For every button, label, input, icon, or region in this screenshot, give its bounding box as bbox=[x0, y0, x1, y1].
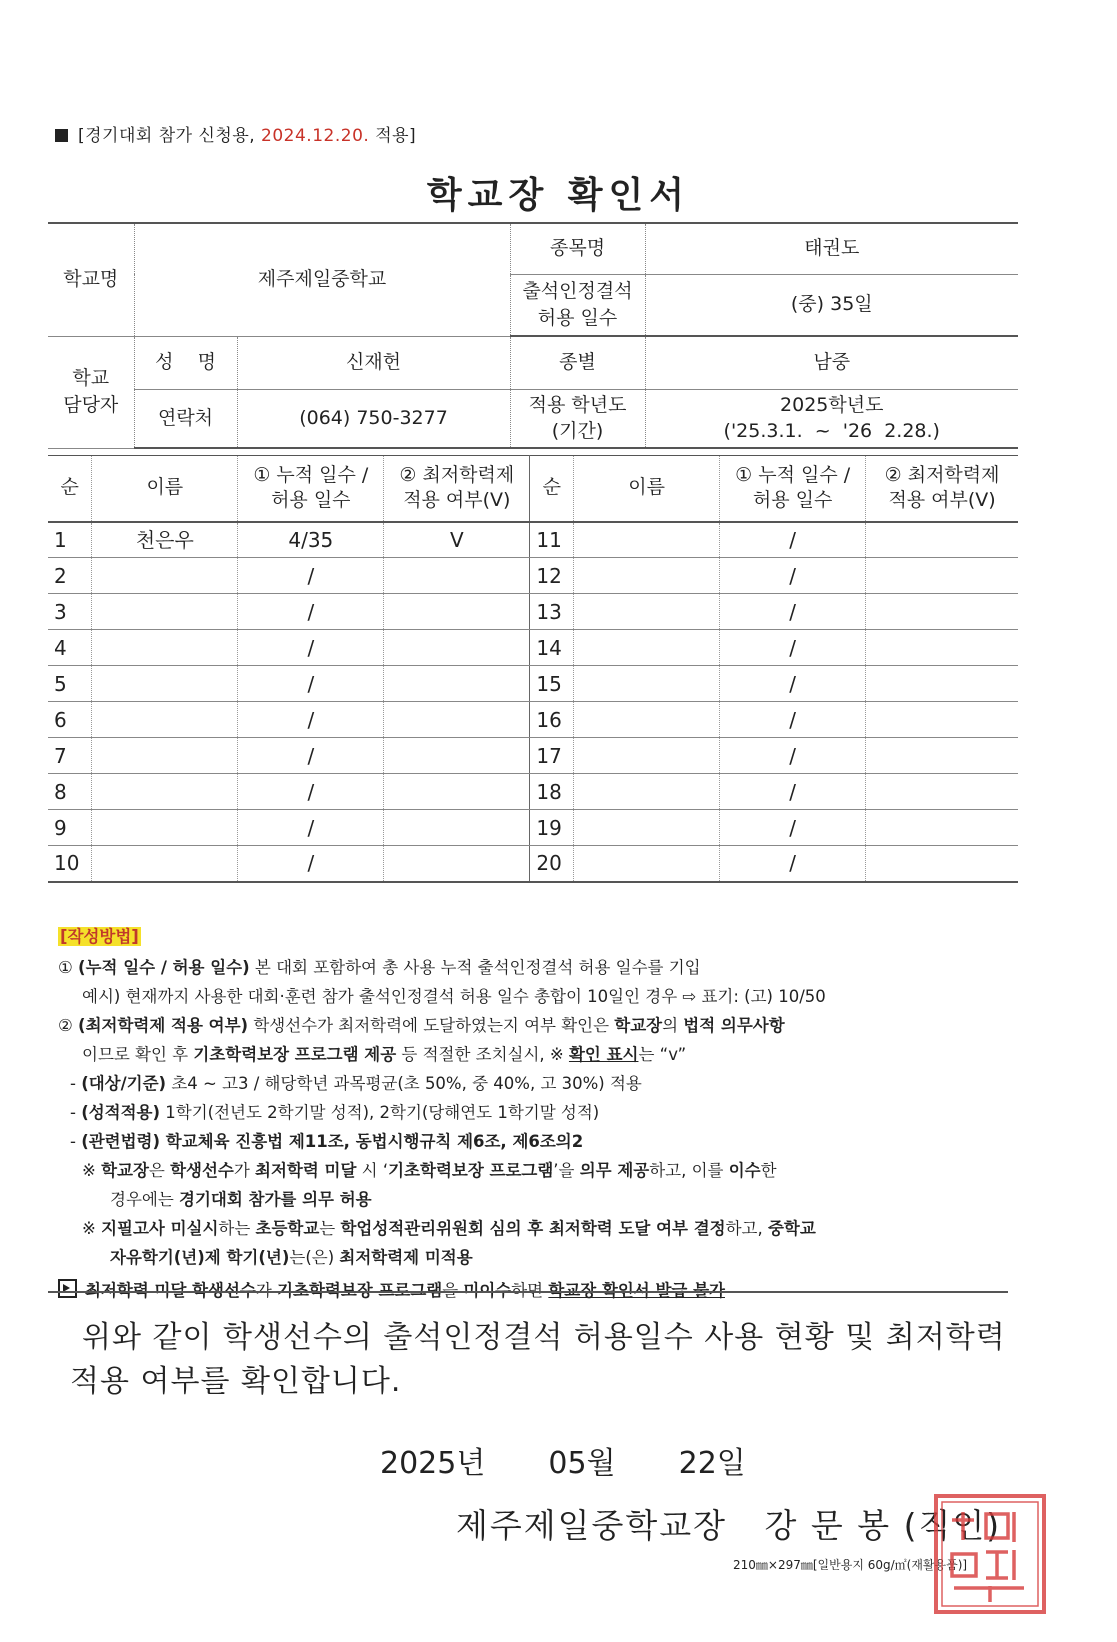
student-name: 천은우 bbox=[92, 522, 238, 558]
staff-name-label: 성 명 bbox=[134, 336, 237, 389]
min-academic-check bbox=[866, 846, 1018, 882]
student-name bbox=[92, 810, 238, 846]
info-table bbox=[48, 222, 1018, 449]
contact-label: 연락처 bbox=[134, 389, 237, 448]
absence-days: / bbox=[720, 594, 866, 630]
table-row bbox=[48, 666, 1018, 702]
sport-label: 종목명 bbox=[510, 223, 645, 274]
header-days: ① 누적 일수 / 허용 일수 bbox=[720, 456, 866, 522]
principal-signature: 제주제일중학교장 강 문 봉 (직인) bbox=[456, 1506, 1002, 1545]
student-name bbox=[92, 846, 238, 882]
issue-date: 2025년 05월 22일 bbox=[380, 1446, 746, 1481]
min-academic-check bbox=[866, 630, 1018, 666]
row-number: 2 bbox=[48, 558, 92, 594]
header-days: ① 누적 일수 / 허용 일수 bbox=[238, 456, 384, 522]
min-academic-check bbox=[866, 522, 1018, 558]
row-number: 20 bbox=[530, 846, 574, 882]
allowed-days-label: 출석인정결석 허용 일수 bbox=[510, 274, 645, 336]
min-academic-check bbox=[866, 810, 1018, 846]
absence-days: / bbox=[238, 846, 384, 882]
header-note: [경기대회 참가 신청용, 2024.12.20. 적용] bbox=[55, 121, 416, 146]
paper-spec: 210㎜×297㎜[일반용지 60g/㎡(재활용품)] bbox=[733, 1558, 968, 1572]
absence-days: / bbox=[720, 630, 866, 666]
row-number: 11 bbox=[530, 522, 574, 558]
sport-value: 태권도 bbox=[645, 223, 1018, 274]
guide-note-2-cont: 자유학기(년)제 학기(년)는(은) 최저학력제 미적용 bbox=[110, 1248, 473, 1267]
absence-days: / bbox=[720, 738, 866, 774]
absence-days: / bbox=[238, 738, 384, 774]
row-number: 5 bbox=[48, 666, 92, 702]
table-row bbox=[48, 702, 1018, 738]
student-name bbox=[574, 630, 720, 666]
row-number: 16 bbox=[530, 702, 574, 738]
min-academic-check bbox=[384, 594, 530, 630]
student-name bbox=[574, 702, 720, 738]
guide-note-1-cont: 경우에는 경기대회 참가를 의무 허용 bbox=[110, 1190, 372, 1209]
min-academic-check bbox=[866, 738, 1018, 774]
table-row bbox=[48, 738, 1018, 774]
table-row bbox=[48, 630, 1018, 666]
absence-days: / bbox=[238, 594, 384, 630]
student-name bbox=[92, 594, 238, 630]
student-name bbox=[574, 774, 720, 810]
absence-days: / bbox=[720, 558, 866, 594]
table-row bbox=[48, 522, 1018, 558]
row-number: 14 bbox=[530, 630, 574, 666]
row-number: 6 bbox=[48, 702, 92, 738]
student-name bbox=[92, 702, 238, 738]
guide-note-2: ※ 지필고사 미실시하는 초등학교는 학업성적관리위원회 심의 후 최저학력 도달 여부 결정하고, 중학교 bbox=[82, 1219, 816, 1238]
absence-days: / bbox=[238, 810, 384, 846]
row-number: 3 bbox=[48, 594, 92, 630]
absence-days: / bbox=[720, 810, 866, 846]
table-row bbox=[48, 810, 1018, 846]
absence-days: / bbox=[720, 846, 866, 882]
absence-days: / bbox=[238, 702, 384, 738]
absence-days: / bbox=[238, 558, 384, 594]
min-academic-check bbox=[384, 810, 530, 846]
header-no: 순 bbox=[530, 456, 574, 522]
student-name bbox=[574, 558, 720, 594]
official-seal-icon bbox=[930, 1490, 1050, 1618]
min-academic-check bbox=[384, 846, 530, 882]
guide-note-1: ※ 학교장은 학생선수가 최저학력 미달 시 ‘기초학력보장 프로그램’을 의무 제공하고, 이를 이수한 bbox=[82, 1161, 777, 1180]
guide-item-1: ① (누적 일수 / 허용 일수) 본 대회 포함하여 총 사용 누적 출석인정결석 허용 일수를 기입 bbox=[58, 958, 701, 977]
min-academic-check bbox=[384, 702, 530, 738]
row-number: 13 bbox=[530, 594, 574, 630]
student-name bbox=[574, 666, 720, 702]
gender-value: 남중 bbox=[645, 336, 1018, 389]
absence-days: / bbox=[720, 774, 866, 810]
min-academic-check bbox=[384, 630, 530, 666]
student-name bbox=[574, 846, 720, 882]
student-name bbox=[574, 738, 720, 774]
min-academic-check bbox=[866, 594, 1018, 630]
table-row bbox=[48, 846, 1018, 882]
row-number: 7 bbox=[48, 738, 92, 774]
min-academic-check: V bbox=[384, 522, 530, 558]
student-name bbox=[92, 558, 238, 594]
guide-item-2-cont: 이므로 확인 후 기초학력보장 프로그램 제공 등 적절한 조치실시, ※ 확인 표시는 “v” bbox=[82, 1045, 687, 1064]
staff-label: 학교 담당자 bbox=[48, 336, 134, 448]
confirmation-statement: 위와 같이 학생선수의 출석인정결석 허용일수 사용 현황 및 최저학력 적용 여부를 확인합니다. bbox=[70, 1320, 1006, 1399]
row-number: 17 bbox=[530, 738, 574, 774]
absence-days: / bbox=[238, 774, 384, 810]
row-number: 4 bbox=[48, 630, 92, 666]
staff-name-value: 신재헌 bbox=[237, 336, 510, 389]
guide-target: - (대상/기준) 초4 ~ 고3 / 해당학년 과목평균(초 50%, 중 40%, 고 30%) 적용 bbox=[70, 1074, 642, 1093]
row-number: 8 bbox=[48, 774, 92, 810]
divider bbox=[48, 1291, 1008, 1293]
student-name bbox=[92, 666, 238, 702]
min-academic-check bbox=[866, 774, 1018, 810]
min-academic-check bbox=[866, 558, 1018, 594]
academic-year-label: 적용 학년도 (기간) bbox=[510, 389, 645, 448]
allowed-days-value: (중) 35일 bbox=[645, 274, 1018, 336]
table-row bbox=[48, 774, 1018, 810]
absence-days: 4/35 bbox=[238, 522, 384, 558]
header-name: 이름 bbox=[574, 456, 720, 522]
row-number: 18 bbox=[530, 774, 574, 810]
guide-item-2: ② (최저학력제 적용 여부) 학생선수가 최저학력에 도달하였는지 여부 확인은 학교장의 법적 의무사항 bbox=[58, 1016, 785, 1035]
header-name: 이름 bbox=[92, 456, 238, 522]
school-name-label: 학교명 bbox=[48, 223, 134, 336]
student-name bbox=[92, 774, 238, 810]
header-min-academic: ② 최저학력제 적용 여부(V) bbox=[384, 456, 530, 522]
absence-days: / bbox=[720, 666, 866, 702]
square-bullet-icon bbox=[55, 129, 68, 142]
row-number: 1 bbox=[48, 522, 92, 558]
guide-heading: [작성방법] bbox=[60, 927, 139, 946]
min-academic-check bbox=[384, 666, 530, 702]
header-min-academic: ② 최저학력제 적용 여부(V) bbox=[866, 456, 1018, 522]
student-name bbox=[92, 630, 238, 666]
row-number: 9 bbox=[48, 810, 92, 846]
row-number: 15 bbox=[530, 666, 574, 702]
arrow-box-icon bbox=[58, 1279, 77, 1298]
header-date: 2024.12.20. bbox=[261, 126, 370, 146]
school-name-value: 제주제일중학교 bbox=[134, 223, 510, 336]
min-academic-check bbox=[866, 702, 1018, 738]
absence-days: / bbox=[720, 522, 866, 558]
document-title: 학교장 확인서 bbox=[426, 175, 691, 216]
min-academic-check bbox=[866, 666, 1018, 702]
absence-days: / bbox=[238, 630, 384, 666]
min-academic-check bbox=[384, 558, 530, 594]
guide-example: 예시) 현재까지 사용한 대회·훈련 참가 출석인정결석 허용 일수 총합이 10일인 경우 ⇨ 표기: (고) 10/50 bbox=[82, 987, 826, 1006]
header-no: 순 bbox=[48, 456, 92, 522]
student-name bbox=[92, 738, 238, 774]
writing-guide bbox=[58, 922, 1048, 1305]
absence-days: / bbox=[720, 702, 866, 738]
min-academic-check bbox=[384, 774, 530, 810]
student-list-table bbox=[48, 455, 1018, 883]
guide-final-note: 최저학력 미달 학생선수가 기초학력보장 프로그램을 미이수하면 학교장 확인서 발급 불가 bbox=[58, 1276, 1048, 1305]
table-row bbox=[48, 558, 1018, 594]
min-academic-check bbox=[384, 738, 530, 774]
row-number: 12 bbox=[530, 558, 574, 594]
student-name bbox=[574, 594, 720, 630]
contact-value: (064) 750-3277 bbox=[237, 389, 510, 448]
student-name bbox=[574, 522, 720, 558]
student-name bbox=[574, 810, 720, 846]
academic-year-value: 2025학년도 ('25.3.1. ~ '26 2.28.) bbox=[645, 389, 1018, 448]
table-row bbox=[48, 594, 1018, 630]
absence-days: / bbox=[238, 666, 384, 702]
guide-laws: - (관련법령) 학교체육 진흥법 제11조, 동법시행규칙 제6조, 제6조의2 bbox=[70, 1132, 584, 1151]
row-number: 19 bbox=[530, 810, 574, 846]
row-number: 10 bbox=[48, 846, 92, 882]
guide-grades: - (성적적용) 1학기(전년도 2학기말 성적), 2학기(당해연도 1학기말 성적) bbox=[70, 1103, 600, 1122]
gender-label: 종별 bbox=[510, 336, 645, 389]
